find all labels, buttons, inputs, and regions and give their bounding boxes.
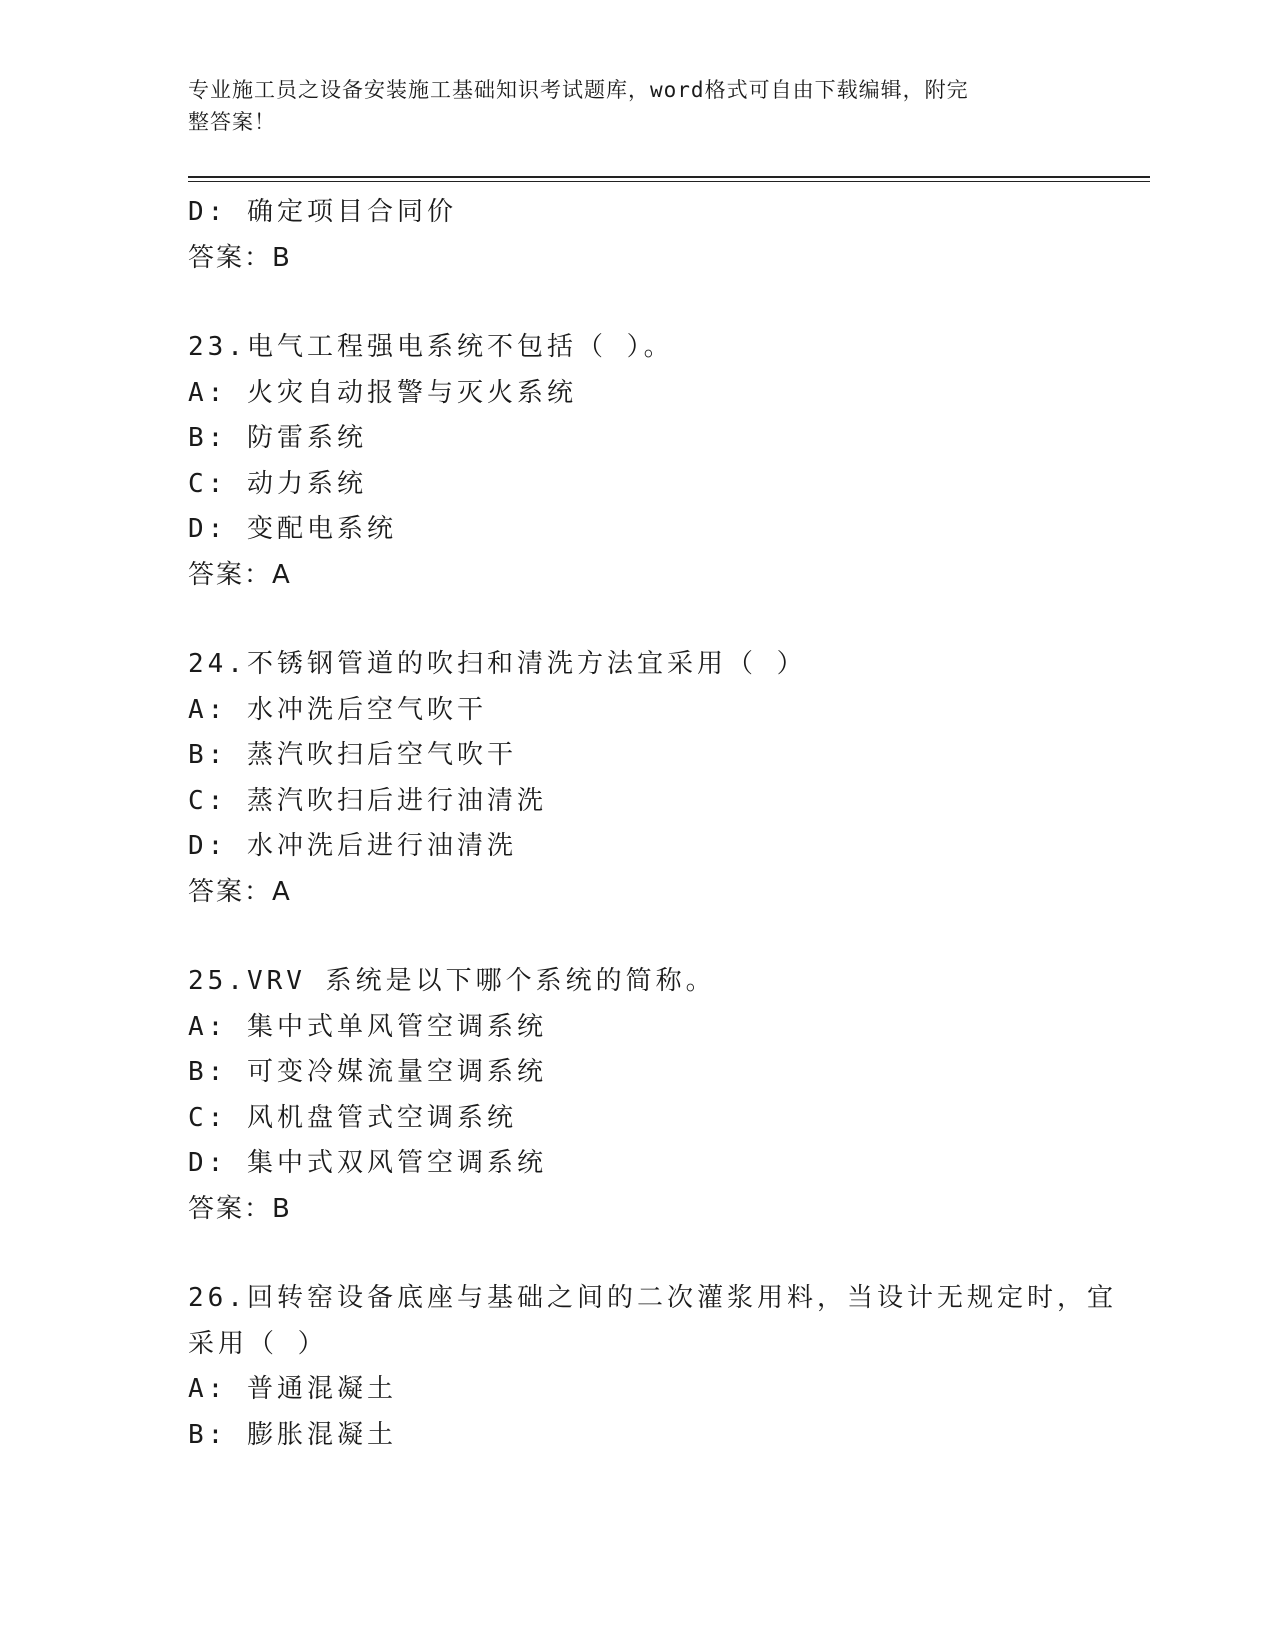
question-text: 23.电气工程强电系统不包括（ ）。 — [188, 332, 674, 362]
option-a: A: 水冲洗后空气吹干 — [188, 694, 487, 725]
option-a: A: 火灾自动报警与灭火系统 — [188, 377, 577, 408]
question-text: 25.VRV 系统是以下哪个系统的简称。 — [188, 966, 716, 996]
header-rule-thin — [188, 181, 1150, 182]
question-block-24 — [188, 642, 1088, 915]
question-text-line-2: 采用（ ） — [188, 1328, 328, 1359]
header-line-1: 专业施工员之设备安装施工基础知识考试题库，word格式可自由下载编辑，附完 — [188, 78, 969, 102]
header-rule-thick — [188, 176, 1150, 178]
option-d: D: 集中式双风管空调系统 — [188, 1148, 547, 1178]
option-d: D: 水冲洗后进行油清洗 — [188, 831, 517, 861]
answer-line: 答案：B — [188, 1193, 292, 1224]
question-list — [188, 190, 1117, 1458]
option-a: A: 普通混凝土 — [188, 1374, 397, 1404]
option-d: D: 变配电系统 — [188, 514, 397, 544]
answer-line: 答案：A — [188, 559, 292, 590]
option-b: B: 防雷系统 — [188, 423, 367, 453]
question-block-25 — [188, 959, 1088, 1232]
question-block-23 — [188, 325, 1088, 598]
option-b: B: 可变冷媒流量空调系统 — [188, 1057, 547, 1087]
option-c: C: 蒸汽吹扫后进行油清洗 — [188, 785, 547, 816]
answer-line: 答案：B — [188, 242, 292, 273]
question-block-22 — [188, 190, 1088, 281]
question-block-26 — [188, 1276, 1117, 1458]
option-b: B: 膨胀混凝土 — [188, 1419, 397, 1450]
answer-line: 答案：A — [188, 876, 292, 907]
header-line-2: 整答案！ — [188, 110, 276, 134]
option-a: A: 集中式单风管空调系统 — [188, 1011, 547, 1042]
option-c: C: 风机盘管式空调系统 — [188, 1102, 517, 1133]
option-c: C: 动力系统 — [188, 468, 367, 499]
question-text-line-1: 26.回转窑设备底座与基础之间的二次灌浆用料，当设计无规定时，宜 — [188, 1283, 1117, 1313]
option-b: B: 蒸汽吹扫后空气吹干 — [188, 740, 517, 770]
document-header — [188, 74, 1068, 138]
option-d: D: 确定项目合同价 — [188, 197, 457, 227]
question-text: 24.不锈钢管道的吹扫和清洗方法宜采用（ ） — [188, 649, 807, 679]
